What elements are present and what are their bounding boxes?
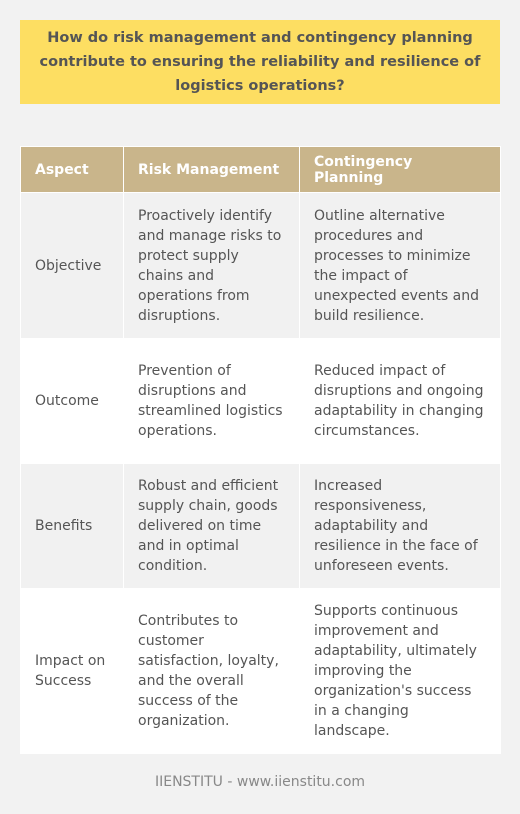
- row-contingency-planning: Reduced impact of disruptions and ongoing adaptability in changing circumstances.: [300, 339, 501, 464]
- row-risk-management: Robust and efficient supply chain, goods delivered on time and in optimal condition.: [124, 464, 300, 589]
- table-row: [21, 193, 501, 339]
- row-aspect: Objective: [21, 193, 124, 339]
- table-row: [21, 589, 501, 754]
- question-box: [20, 20, 500, 104]
- question-text: How do risk management and contingency planning contribute to ensuring the reliability and resilience of logistics operations?: [39, 30, 481, 94]
- table-header-row: [21, 147, 501, 193]
- row-risk-management: Prevention of disruptions and streamlined logistics operations.: [124, 339, 300, 464]
- header-contingency-planning: Contingency Planning: [300, 147, 501, 193]
- row-contingency-planning: Supports continuous improvement and adaptability, ultimately improving the organization's success in a changing landscape.: [300, 589, 501, 754]
- row-aspect: Outcome: [21, 339, 124, 464]
- table-row: [21, 464, 501, 589]
- row-aspect: Benefits: [21, 464, 124, 589]
- table-row: [21, 339, 501, 464]
- row-risk-management: Proactively identify and manage risks to protect supply chains and operations from disruptions.: [124, 193, 300, 339]
- row-contingency-planning: Increased responsiveness, adaptability and resilience in the face of unforeseen events.: [300, 464, 501, 589]
- footer-credit: IIENSTITU - www.iienstitu.com: [154, 774, 366, 790]
- comparison-table: [20, 146, 501, 754]
- row-aspect: Impact on Success: [21, 589, 124, 754]
- row-contingency-planning: Outline alternative procedures and processes to minimize the impact of unexpected events and build resilience.: [300, 193, 501, 339]
- row-risk-management: Contributes to customer satisfaction, loyalty, and the overall success of the organization.: [124, 589, 300, 754]
- header-risk-management: Risk Management: [124, 147, 300, 193]
- header-aspect: Aspect: [21, 147, 124, 193]
